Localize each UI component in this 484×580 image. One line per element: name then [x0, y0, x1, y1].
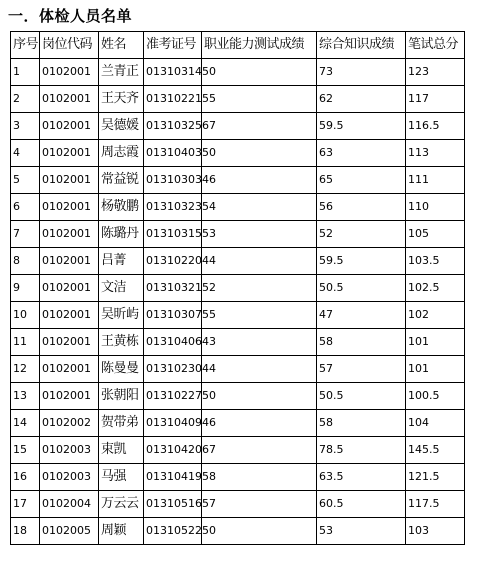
cell-col-knowledge-score: 50.5: [317, 275, 406, 302]
cell-col-exam-id: 0131040946: [144, 410, 202, 437]
cell-col-exam-id: 0131040643: [144, 329, 202, 356]
cell-col-post-code: 0102001: [40, 275, 99, 302]
cell-col-name: 马强: [99, 464, 144, 491]
cell-col-index: 11: [11, 329, 40, 356]
page-title: 一．体检人员名单: [8, 7, 133, 25]
header-col-exam-id: 准考证号: [144, 32, 202, 59]
cell-col-name: 周志霞: [99, 140, 144, 167]
cell-col-index: 8: [11, 248, 40, 275]
cell-col-knowledge-score: 73: [317, 59, 406, 86]
table-row: [11, 491, 465, 518]
table-row: [11, 275, 465, 302]
table-row: [11, 329, 465, 356]
cell-col-exam-id: 0131022044: [144, 248, 202, 275]
cell-col-exam-id: 0131052250: [144, 518, 202, 545]
cell-col-name: 束凯: [99, 437, 144, 464]
cell-col-index: 17: [11, 491, 40, 518]
cell-col-index: 10: [11, 302, 40, 329]
cell-col-knowledge-score: 50.5: [317, 383, 406, 410]
cell-col-knowledge-score: 58: [317, 329, 406, 356]
cell-col-exam-id: 0131051657: [144, 491, 202, 518]
cell-col-exam-id: 0131032152: [144, 275, 202, 302]
cell-col-aptitude-score: [202, 491, 317, 518]
cell-col-aptitude-score: [202, 140, 317, 167]
cell-col-knowledge-score: 63.5: [317, 464, 406, 491]
header-col-post-code: 岗位代码: [40, 32, 99, 59]
cell-col-post-code: 0102002: [40, 410, 99, 437]
table-row: [11, 194, 465, 221]
cell-col-exam-id: 0131030755: [144, 302, 202, 329]
cell-col-aptitude-score: [202, 113, 317, 140]
cell-col-name: 陈璐丹: [99, 221, 144, 248]
cell-col-knowledge-score: 65: [317, 167, 406, 194]
cell-col-aptitude-score: [202, 356, 317, 383]
table-row: [11, 140, 465, 167]
cell-col-knowledge-score: 59.5: [317, 113, 406, 140]
cell-col-name: 张朝阳: [99, 383, 144, 410]
cell-col-total-score: 113: [406, 140, 465, 167]
cell-col-total-score: 145.5: [406, 437, 465, 464]
cell-col-exam-id: 0131032567: [144, 113, 202, 140]
cell-col-knowledge-score: 57: [317, 356, 406, 383]
cell-col-post-code: 0102001: [40, 302, 99, 329]
cell-col-name: 杨敬鹏: [99, 194, 144, 221]
cell-col-total-score: 102.5: [406, 275, 465, 302]
cell-col-index: 9: [11, 275, 40, 302]
cell-col-total-score: 100.5: [406, 383, 465, 410]
table-row: [11, 410, 465, 437]
cell-col-name: 周颖: [99, 518, 144, 545]
cell-col-name: 陈曼曼: [99, 356, 144, 383]
header-col-index: 序号: [11, 32, 40, 59]
cell-col-index: 3: [11, 113, 40, 140]
cell-col-aptitude-score: [202, 410, 317, 437]
cell-col-name: 文洁: [99, 275, 144, 302]
cell-col-index: 14: [11, 410, 40, 437]
cell-col-exam-id: 0131031450: [144, 59, 202, 86]
cell-col-aptitude-score: [202, 248, 317, 275]
cell-col-knowledge-score: 62: [317, 86, 406, 113]
cell-col-knowledge-score: 47: [317, 302, 406, 329]
cell-col-total-score: 104: [406, 410, 465, 437]
cell-col-name: 万云云: [99, 491, 144, 518]
cell-col-post-code: 0102001: [40, 329, 99, 356]
cell-col-aptitude-score: [202, 383, 317, 410]
cell-col-post-code: 0102001: [40, 194, 99, 221]
cell-col-aptitude-score: [202, 329, 317, 356]
cell-col-total-score: 117.5: [406, 491, 465, 518]
cell-col-aptitude-score: [202, 86, 317, 113]
cell-col-total-score: 117: [406, 86, 465, 113]
cell-col-exam-id: 0131031553: [144, 221, 202, 248]
cell-col-total-score: 121.5: [406, 464, 465, 491]
table-row: [11, 464, 465, 491]
cell-col-index: 12: [11, 356, 40, 383]
cell-col-aptitude-score: [202, 59, 317, 86]
cell-col-post-code: 0102001: [40, 167, 99, 194]
cell-col-post-code: 0102005: [40, 518, 99, 545]
header-col-knowledge-score: 综合知识成绩: [317, 32, 406, 59]
cell-col-post-code: 0102001: [40, 59, 99, 86]
cell-col-index: 2: [11, 86, 40, 113]
cell-col-post-code: 0102003: [40, 437, 99, 464]
cell-col-post-code: 0102001: [40, 383, 99, 410]
cell-col-index: 16: [11, 464, 40, 491]
table-row: [11, 437, 465, 464]
cell-col-exam-id: 0131042067: [144, 437, 202, 464]
cell-col-name: 吴德媛: [99, 113, 144, 140]
table-row: [11, 302, 465, 329]
header-col-name: 姓名: [99, 32, 144, 59]
cell-col-exam-id: 0131022750: [144, 383, 202, 410]
cell-col-name: 吴昕屿: [99, 302, 144, 329]
table-header-row: [11, 32, 465, 59]
table-row: [11, 356, 465, 383]
cell-col-knowledge-score: 58: [317, 410, 406, 437]
cell-col-name: 兰青正: [99, 59, 144, 86]
cell-col-total-score: 111: [406, 167, 465, 194]
cell-col-index: 5: [11, 167, 40, 194]
header-col-total-score: 笔试总分: [406, 32, 465, 59]
cell-col-index: 6: [11, 194, 40, 221]
cell-col-aptitude-score: [202, 275, 317, 302]
header-col-aptitude-score: 职业能力测试成绩: [202, 32, 317, 59]
cell-col-exam-id: 0131030346: [144, 167, 202, 194]
cell-col-post-code: 0102001: [40, 221, 99, 248]
cell-col-total-score: 123: [406, 59, 465, 86]
table-body: [11, 59, 465, 545]
cell-col-total-score: 101: [406, 329, 465, 356]
cell-col-total-score: 101: [406, 356, 465, 383]
cell-col-post-code: 0102001: [40, 140, 99, 167]
table-row: [11, 113, 465, 140]
cell-col-aptitude-score: [202, 302, 317, 329]
cell-col-total-score: 102: [406, 302, 465, 329]
cell-col-index: 15: [11, 437, 40, 464]
table-row: [11, 221, 465, 248]
cell-col-total-score: 103: [406, 518, 465, 545]
cell-col-post-code: 0102001: [40, 113, 99, 140]
cell-col-aptitude-score: [202, 464, 317, 491]
cell-col-aptitude-score: [202, 437, 317, 464]
cell-col-post-code: 0102003: [40, 464, 99, 491]
cell-col-index: 18: [11, 518, 40, 545]
cell-col-knowledge-score: 63: [317, 140, 406, 167]
cell-col-name: 贺带弟: [99, 410, 144, 437]
table-row: [11, 86, 465, 113]
cell-col-knowledge-score: 60.5: [317, 491, 406, 518]
cell-col-exam-id: 0131040350: [144, 140, 202, 167]
cell-col-index: 7: [11, 221, 40, 248]
cell-col-total-score: 103.5: [406, 248, 465, 275]
cell-col-name: 王天齐: [99, 86, 144, 113]
cell-col-exam-id: 0131023044: [144, 356, 202, 383]
cell-col-post-code: 0102004: [40, 491, 99, 518]
cell-col-exam-id: 0131041958: [144, 464, 202, 491]
cell-col-post-code: 0102001: [40, 86, 99, 113]
cell-col-index: 1: [11, 59, 40, 86]
table-row: [11, 248, 465, 275]
cell-col-index: 4: [11, 140, 40, 167]
cell-col-knowledge-score: 59.5: [317, 248, 406, 275]
cell-col-post-code: 0102001: [40, 248, 99, 275]
cell-col-knowledge-score: 56: [317, 194, 406, 221]
cell-col-aptitude-score: [202, 194, 317, 221]
cell-col-knowledge-score: 78.5: [317, 437, 406, 464]
table-row: [11, 167, 465, 194]
cell-col-aptitude-score: [202, 518, 317, 545]
cell-col-total-score: 116.5: [406, 113, 465, 140]
cell-col-aptitude-score: [202, 221, 317, 248]
cell-col-exam-id: 0131022155: [144, 86, 202, 113]
cell-col-name: 王黄栋: [99, 329, 144, 356]
cell-col-name: 常益锐: [99, 167, 144, 194]
table-row: [11, 383, 465, 410]
cell-col-knowledge-score: 52: [317, 221, 406, 248]
cell-col-index: 13: [11, 383, 40, 410]
cell-col-name: 吕菁: [99, 248, 144, 275]
candidate-table: [10, 31, 465, 545]
cell-col-knowledge-score: 53: [317, 518, 406, 545]
table-row: [11, 59, 465, 86]
cell-col-total-score: 110: [406, 194, 465, 221]
cell-col-post-code: 0102001: [40, 356, 99, 383]
cell-col-aptitude-score: [202, 167, 317, 194]
cell-col-exam-id: 0131032354: [144, 194, 202, 221]
cell-col-total-score: 105: [406, 221, 465, 248]
table-row: [11, 518, 465, 545]
